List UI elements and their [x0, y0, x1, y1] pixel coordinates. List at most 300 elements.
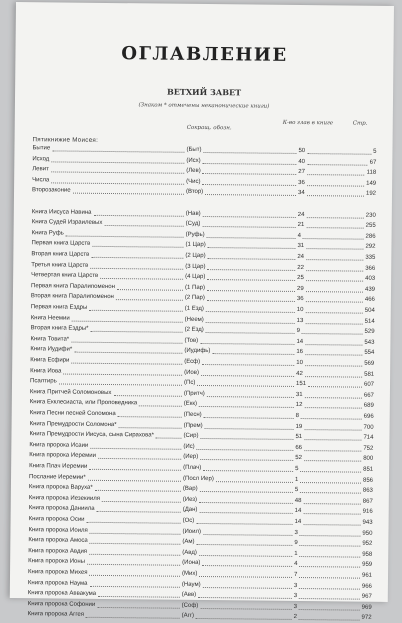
dot-leader — [305, 376, 362, 378]
book-page — [10, 2, 394, 622]
entry-chapter-count: 1 — [294, 476, 299, 483]
entry-chapter-count: 24 — [297, 253, 305, 261]
entry-abbreviation: (Дан) — [182, 507, 198, 514]
dot-leader — [207, 269, 295, 271]
entry-chapter-count: 24 — [297, 211, 305, 218]
dot-leader — [203, 470, 293, 472]
dot-leader — [308, 386, 362, 388]
dot-leader — [51, 172, 184, 174]
entry-abbreviation: (Сир) — [183, 432, 199, 440]
dot-leader — [304, 460, 361, 462]
entry-chapter-count: 66 — [295, 444, 303, 451]
entry-page-number: 943 — [362, 519, 373, 526]
contents-entry — [32, 187, 376, 200]
entry-title: Бытие — [32, 145, 51, 152]
dot-leader — [91, 331, 183, 333]
dot-leader — [98, 607, 180, 609]
dot-leader — [139, 406, 182, 407]
entry-abbreviation: (2 Езд) — [184, 326, 204, 334]
entry-page-number: 867 — [362, 498, 373, 505]
entry-chapter-count: 22 — [297, 264, 304, 271]
entry-title: Книга Иудифи* — [30, 346, 73, 354]
dot-leader — [304, 524, 361, 526]
dot-leader — [307, 174, 364, 176]
entry-page-number: 403 — [365, 275, 376, 282]
dot-leader — [87, 522, 181, 524]
dot-leader — [95, 490, 181, 492]
entry-title: Вторая книга Ездры* — [30, 325, 89, 332]
entry-abbreviation: (1 Пар) — [184, 284, 206, 291]
entry-page-number: 952 — [362, 540, 373, 547]
dot-leader — [207, 396, 294, 398]
entry-title: Третья книга Царств — [31, 261, 89, 269]
entry-abbreviation: (Ам) — [182, 538, 195, 546]
dot-leader — [203, 534, 292, 536]
entry-title: Книга Неемии — [30, 314, 70, 322]
dot-leader — [118, 416, 182, 418]
dot-leader — [90, 585, 180, 587]
entry-page-number: 800 — [363, 456, 374, 463]
entry-page-number: 149 — [366, 180, 377, 187]
dot-leader — [299, 556, 360, 558]
entry-chapter-count: 9 — [296, 328, 300, 335]
dot-leader — [202, 364, 294, 366]
entry-chapter-count: 8 — [295, 412, 300, 420]
entry-abbreviation: (Прем) — [183, 422, 203, 429]
dot-leader — [305, 354, 362, 356]
dot-leader — [203, 216, 296, 218]
entry-title: Первая книга Ездры — [30, 304, 88, 311]
dot-leader — [114, 395, 182, 397]
dot-leader — [63, 373, 182, 375]
entry-chapter-count: 52 — [295, 455, 302, 462]
entry-chapter-count: 36 — [298, 179, 305, 186]
dot-leader — [201, 375, 294, 377]
dot-leader — [199, 406, 294, 408]
entry-abbreviation: (Чис) — [186, 178, 201, 185]
entry-title: Псалтирь — [30, 378, 57, 385]
dot-leader — [307, 153, 371, 155]
entry-title: Левит — [32, 166, 49, 173]
entry-chapter-count: 31 — [295, 391, 303, 398]
dot-leader — [89, 469, 181, 471]
dot-leader — [299, 577, 360, 579]
dot-leader — [98, 596, 180, 598]
dot-leader — [117, 289, 183, 291]
entry-abbreviation: (Суд) — [185, 220, 201, 228]
entry-page-number: 689 — [363, 403, 374, 410]
entry-title: Книга пророка Осии — [28, 516, 85, 523]
entry-title: Числа — [32, 176, 50, 184]
entry-page-number: 950 — [362, 530, 373, 537]
entry-title: Четвертая книга Царств — [31, 272, 99, 280]
entry-page-number: 466 — [364, 297, 375, 304]
dot-leader — [98, 458, 181, 460]
dot-leader — [305, 429, 362, 431]
entry-title: Книга пророка Аввакума — [27, 590, 97, 598]
dot-leader — [91, 257, 183, 259]
dot-leader — [207, 300, 295, 302]
dot-leader — [207, 279, 295, 281]
entry-page-number: 967 — [361, 593, 372, 600]
dot-leader — [200, 512, 293, 514]
entry-chapter-count: 50 — [298, 147, 306, 155]
dot-leader — [89, 532, 180, 534]
dot-leader — [87, 564, 180, 566]
dot-leader — [51, 161, 184, 163]
dot-leader — [88, 479, 181, 481]
entry-title: Книга Притчей Соломоновых — [29, 388, 112, 396]
dot-leader — [304, 513, 361, 515]
entry-abbreviation: (2 Пар) — [184, 295, 205, 302]
dot-leader — [200, 343, 294, 345]
entry-title: Книга пророка Иоиля — [28, 526, 88, 534]
entry-abbreviation: (4 Цар) — [185, 273, 206, 281]
entry-chapter-count: 151 — [295, 381, 307, 388]
dot-leader — [196, 449, 293, 451]
entry-chapter-count: 5 — [295, 465, 299, 473]
dot-leader — [307, 164, 367, 166]
entry-title: Вторая книга Паралипоменон — [30, 293, 114, 301]
entry-chapter-count: 29 — [296, 285, 304, 292]
dot-leader — [303, 238, 364, 240]
entry-page-number: 961 — [361, 572, 373, 579]
entry-page-number: 554 — [364, 350, 375, 357]
entry-title: Книга пророка Аггея — [27, 611, 85, 619]
entry-chapter-count: 10 — [296, 306, 304, 314]
dot-leader — [89, 310, 183, 312]
dot-leader — [206, 311, 295, 313]
column-header-chapters: К-во глав в книге — [282, 119, 334, 127]
dot-leader — [204, 417, 294, 419]
dot-leader — [102, 501, 181, 503]
dot-leader — [207, 290, 295, 292]
entry-abbreviation: (Лев) — [186, 168, 201, 175]
entry-title: Книга пророка Авдия — [28, 547, 88, 555]
entry-chapter-count: 3 — [293, 582, 298, 589]
entry-chapter-count: 25 — [297, 275, 304, 282]
entry-page-number: 230 — [365, 212, 376, 219]
entry-page-number: 607 — [363, 381, 375, 388]
entry-abbreviation: (Иов) — [184, 369, 200, 376]
entry-page-number: 752 — [363, 445, 374, 452]
dot-leader — [197, 385, 294, 387]
dot-leader — [299, 588, 360, 590]
dot-leader — [199, 555, 292, 557]
entry-abbreviation: (Руфь) — [185, 231, 205, 238]
entry-page-number: 514 — [364, 318, 375, 325]
entry-abbreviation: (Ос) — [182, 517, 195, 524]
dot-leader — [306, 312, 363, 314]
dot-leader — [202, 173, 296, 175]
dot-leader — [202, 163, 296, 165]
entry-chapter-count: 16 — [296, 349, 304, 356]
entry-page-number: 851 — [363, 466, 374, 473]
entry-abbreviation: (Плач) — [183, 464, 202, 471]
dot-leader — [207, 237, 296, 239]
entry-abbreviation: (Песн) — [183, 411, 202, 418]
entry-title: Книга Плач Иеремии — [29, 463, 88, 470]
entry-chapter-count: 3 — [293, 603, 298, 610]
dot-leader — [203, 152, 296, 154]
entry-abbreviation: (Иудифь) — [184, 348, 211, 355]
entry-abbreviation: (Неем) — [184, 316, 204, 323]
entry-page-number: 581 — [364, 371, 375, 378]
entry-abbreviation: (Притч) — [183, 390, 205, 397]
entry-title: Книга Премудрости Соломона* — [29, 420, 117, 428]
dot-leader — [207, 258, 295, 260]
entry-abbreviation: (1 Езд) — [184, 305, 204, 313]
dot-leader — [304, 439, 361, 441]
dot-leader — [305, 365, 362, 367]
entry-page-number: 959 — [362, 562, 373, 569]
entry-abbreviation: (Быт) — [186, 146, 202, 153]
dot-leader — [89, 554, 180, 556]
dot-leader — [305, 397, 362, 399]
entry-title: Книга пророка Исаии — [29, 441, 89, 449]
dot-leader — [299, 598, 360, 600]
dot-leader — [199, 502, 293, 504]
dot-leader — [52, 150, 184, 152]
dot-leader — [90, 267, 183, 269]
dot-leader — [304, 503, 361, 505]
dot-leader — [304, 450, 361, 452]
entry-chapter-count: 48 — [294, 497, 302, 504]
dot-leader — [205, 428, 294, 430]
entry-abbreviation: (Авд) — [182, 549, 197, 556]
entry-abbreviation: (Иона) — [182, 560, 201, 567]
entry-title: Книга пророка Иезекииля — [28, 494, 101, 502]
entry-abbreviation: (Посл Иер) — [182, 475, 214, 482]
dot-leader — [299, 545, 360, 547]
entry-title: Книга Екклесиаста, или Проповедника — [29, 399, 138, 407]
entry-title: Книга Судей Израилевых — [31, 219, 103, 227]
column-header-abbreviation: Сокращ. обозн. — [186, 124, 232, 132]
dot-leader — [71, 341, 182, 343]
dot-leader — [203, 226, 296, 228]
entry-abbreviation: (Исх) — [186, 157, 201, 164]
dot-leader — [94, 214, 184, 216]
entry-page-number: 504 — [364, 307, 375, 314]
entry-page-number: 118 — [366, 169, 377, 176]
entry-chapter-count: 36 — [296, 296, 304, 303]
entry-page-number: 966 — [361, 583, 372, 590]
dot-leader — [205, 194, 296, 196]
entry-abbreviation: (Иер) — [183, 454, 199, 461]
entry-title: Книга пророка Варуха* — [28, 484, 93, 492]
entry-page-number: 255 — [365, 222, 376, 229]
dot-leader — [207, 247, 295, 249]
dot-leader — [299, 566, 360, 568]
dot-leader — [202, 565, 292, 567]
entry-page-number: 958 — [362, 551, 373, 558]
dot-leader — [119, 427, 182, 429]
dot-leader — [306, 291, 363, 293]
dot-leader — [97, 511, 181, 513]
entry-abbreviation: (Авв) — [181, 591, 197, 599]
entry-title: Первая книга Паралипоменон — [31, 282, 115, 290]
entry-chapter-count: 2 — [293, 614, 297, 621]
entry-chapter-count: 21 — [297, 222, 305, 229]
entry-abbreviation: (1 Цар) — [185, 242, 206, 249]
entry-title: Книга пророка Наума — [27, 579, 88, 587]
entry-abbreviation: (Соф) — [181, 602, 199, 609]
entry-abbreviation: (Екк) — [183, 401, 198, 408]
dot-leader — [306, 280, 363, 282]
entry-page-number: 292 — [365, 244, 376, 251]
entry-chapter-count: 13 — [296, 317, 304, 324]
entry-chapter-count: 3 — [294, 529, 298, 536]
dot-leader — [300, 492, 361, 494]
entry-title: Книга Песни песней Соломона — [29, 410, 116, 418]
entry-chapter-count: 4 — [294, 561, 298, 568]
entry-page-number: 856 — [362, 477, 374, 484]
entry-title: Книга пророка Ионы — [28, 558, 86, 566]
dot-leader — [66, 235, 184, 237]
dot-leader — [201, 608, 292, 610]
entry-title: Книга пророка Даниила — [28, 505, 95, 513]
dot-leader — [200, 491, 293, 493]
entry-chapter-count: 1 — [294, 550, 298, 557]
entry-page-number: 863 — [362, 487, 373, 494]
dot-leader — [202, 184, 296, 186]
contents-entry — [28, 611, 372, 623]
entry-chapter-count: 14 — [294, 508, 302, 515]
entry-abbreviation: (Ис) — [183, 443, 195, 450]
entry-page-number: 529 — [364, 328, 375, 335]
dot-leader — [197, 523, 293, 525]
entry-abbreviation: (Тов) — [184, 337, 199, 344]
entry-title: Исход — [32, 155, 50, 162]
dot-leader — [301, 418, 362, 420]
entry-abbreviation: (Агг) — [181, 613, 194, 620]
entry-abbreviation: (2 Цар) — [185, 252, 206, 260]
entry-title: Первая книга Царств — [31, 240, 91, 248]
entry-abbreviation: (Есф) — [184, 358, 201, 365]
dot-leader — [51, 182, 184, 184]
column-header-page: Стр. — [352, 120, 368, 127]
section-title: ВЕТХИЙ ЗАВЕТ — [167, 86, 242, 98]
dot-leader — [306, 301, 363, 303]
dot-leader — [200, 459, 293, 461]
entry-abbreviation: (Втор) — [185, 189, 204, 196]
dot-leader — [307, 217, 364, 219]
dot-leader — [59, 384, 182, 386]
entry-page-number: 569 — [364, 360, 375, 367]
dot-leader — [206, 322, 295, 324]
dot-leader — [306, 248, 363, 250]
dot-leader — [196, 618, 292, 620]
dot-leader — [105, 225, 184, 227]
dot-leader — [92, 246, 183, 248]
entry-page-number: 286 — [365, 233, 376, 240]
entry-abbreviation: (Вар) — [182, 485, 198, 493]
dot-leader — [198, 597, 292, 599]
dot-leader — [306, 259, 363, 261]
entry-chapter-count: 34 — [297, 190, 305, 197]
entry-abbreviation: (Наум) — [181, 581, 201, 588]
dot-leader — [100, 278, 183, 280]
entry-page-number: 667 — [363, 392, 374, 399]
entry-abbreviation: (Иез) — [182, 496, 198, 503]
entry-title: Второзаконие — [32, 187, 71, 194]
entry-chapter-count: 27 — [298, 169, 305, 176]
entry-page-number: 972 — [361, 615, 372, 622]
entry-chapter-count: 7 — [293, 571, 298, 578]
dot-leader — [299, 619, 360, 621]
dot-leader — [90, 448, 181, 450]
dot-leader — [74, 352, 182, 354]
dot-leader — [307, 227, 364, 229]
entry-page-number: 700 — [363, 424, 374, 431]
dot-leader — [300, 482, 361, 484]
dot-leader — [206, 332, 295, 334]
entry-page-number: 67 — [369, 159, 377, 166]
section-label: Пятикнижие Моисея: — [32, 136, 99, 144]
entry-chapter-count: 14 — [296, 338, 304, 345]
dot-leader — [73, 193, 184, 195]
canon-note: (Знаком * отмечены неканонические книги) — [138, 102, 270, 110]
entry-chapter-count: 40 — [298, 158, 306, 165]
dot-leader — [72, 320, 183, 322]
entry-page-number: 543 — [364, 339, 375, 346]
entry-title: Книга Иисуса Навина — [31, 208, 92, 216]
dot-leader — [196, 544, 292, 546]
entry-page-number: 696 — [363, 413, 374, 420]
dot-leader — [305, 344, 362, 346]
dot-leader — [199, 576, 292, 578]
dot-leader — [299, 609, 360, 611]
entry-chapter-count: 5 — [294, 487, 299, 494]
entry-chapter-count: 51 — [295, 434, 303, 441]
entry-abbreviation: (3 Цар) — [185, 263, 206, 270]
entry-chapter-count: 9 — [294, 540, 298, 547]
entry-chapter-count: 3 — [293, 593, 298, 600]
entry-page-number: 5 — [373, 148, 377, 155]
dot-leader — [71, 363, 182, 365]
entry-title: Послание Иеремии* — [29, 473, 86, 481]
entry-abbreviation: (Пс) — [183, 379, 196, 387]
entry-title: Вторая книга Царств — [31, 251, 90, 258]
entry-abbreviation: (Нав) — [185, 210, 201, 217]
entry-page-number: 714 — [363, 434, 374, 441]
dot-leader — [200, 438, 293, 440]
dot-leader — [212, 353, 294, 355]
entry-chapter-count: 42 — [296, 370, 303, 377]
entry-chapter-count: 14 — [294, 518, 302, 526]
dot-leader — [89, 543, 180, 545]
entry-title: Книга Товита* — [30, 335, 70, 343]
entry-title: Книга пророка Иеремии — [29, 452, 97, 460]
entry-page-number: 335 — [365, 254, 376, 261]
dot-leader — [216, 481, 293, 483]
dot-leader — [302, 333, 363, 335]
dot-leader — [299, 535, 360, 537]
entry-title: Книга Иова — [30, 367, 62, 375]
entry-title: Книга Есфири — [30, 357, 70, 364]
entry-chapter-count: 4 — [297, 232, 301, 239]
dot-leader — [306, 323, 363, 325]
entry-page-number: 439 — [364, 286, 376, 293]
entry-chapter-count: 12 — [295, 402, 303, 409]
entry-title: Книга Премудрости Иисуса, сына Сирахова* — [29, 431, 154, 439]
page-title: ОГЛАВЛЕНИЕ — [121, 43, 288, 66]
entry-title: Книга пророка Амоса — [28, 537, 88, 544]
dot-leader — [86, 617, 180, 619]
dot-leader — [116, 299, 183, 301]
entry-title: Книга Руфь — [31, 229, 64, 237]
entry-chapter-count: 19 — [295, 423, 303, 430]
